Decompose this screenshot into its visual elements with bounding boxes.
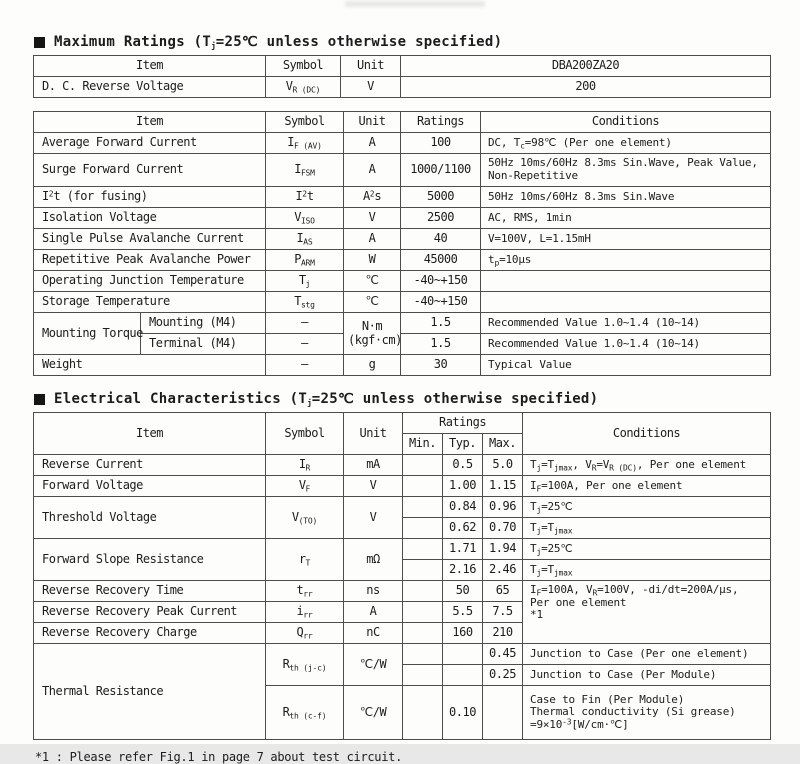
cell-min xyxy=(403,623,443,644)
cell-item: Thermal Resistance xyxy=(34,644,266,740)
cell-min xyxy=(403,539,443,560)
cell-typ: 0.5 xyxy=(443,455,483,476)
cell-unit: mA xyxy=(344,455,403,476)
cell-rating: 1000/1100 xyxy=(401,154,481,187)
table-row xyxy=(34,539,771,560)
cell-max: 5.0 xyxy=(483,455,523,476)
cell-conditions: $T_j=T_{jmax}$, $V_R=V_{R (DC)}$, Per one element xyxy=(523,455,771,476)
cell-max: 1.94 xyxy=(483,539,523,560)
table-row xyxy=(34,355,771,376)
cell-typ: 0.10 xyxy=(443,686,483,740)
header-typ: Typ. xyxy=(443,434,483,455)
cell-max: 1.15 xyxy=(483,476,523,497)
header-unit: Unit xyxy=(344,413,403,455)
cell-min xyxy=(403,455,443,476)
cell-min xyxy=(403,602,443,623)
cell-item: Average Forward Current xyxy=(34,133,266,154)
cell-max: 0.70 xyxy=(483,518,523,539)
cell-typ: 2.16 xyxy=(443,560,483,581)
cell-item: $I^2t$ (for fusing) xyxy=(34,187,266,208)
cell-symbol: $V_{ISO}$ xyxy=(266,208,344,229)
table-row-thermal xyxy=(34,644,771,665)
cell-typ: 0.62 xyxy=(443,518,483,539)
cell-sub-item: Terminal (M4) xyxy=(141,334,266,355)
cell-conditions: Recommended Value 1.0~1.4 (10~14) xyxy=(481,313,771,334)
cell-item: Reverse Recovery Time xyxy=(34,581,266,602)
cell-rating: 1.5 xyxy=(401,313,481,334)
cell-conditions: Junction to Case (Per Module) xyxy=(523,665,771,686)
cell-sub-item: Mounting (M4) xyxy=(141,313,266,334)
cell-symbol: $R_{th (c-f)}$ xyxy=(266,686,344,740)
table-row xyxy=(34,133,771,154)
cell-conditions: 50Hz 10ms/60Hz 8.3ms Sin.Wave, Peak Value, Non-Repetitive xyxy=(481,154,771,187)
footnote: *1 : Please refer Fig.1 in page 7 about test circuit. xyxy=(35,750,403,764)
table-header-row xyxy=(34,56,771,77)
cell-max: 210 xyxy=(483,623,523,644)
table-row xyxy=(34,581,771,602)
header-min: Min. xyxy=(403,434,443,455)
cell-symbol: $Q_{rr}$ xyxy=(266,623,344,644)
section-title-maximum-ratings xyxy=(34,34,770,50)
section-title-electrical-characteristics xyxy=(34,391,770,407)
cell-item: Threshold Voltage xyxy=(34,497,266,539)
cell-conditions: $T_j=25℃$ xyxy=(523,539,771,560)
cell-rating: -40~+150 xyxy=(401,271,481,292)
cell-rating: 5000 xyxy=(401,187,481,208)
cell-max: 0.96 xyxy=(483,497,523,518)
cell-typ: 160 xyxy=(443,623,483,644)
cell-item: Repetitive Peak Avalanche Power xyxy=(34,250,266,271)
header-item: Item xyxy=(34,56,266,77)
cell-conditions: Junction to Case (Per one element) xyxy=(523,644,771,665)
header-symbol: Symbol xyxy=(266,413,344,455)
cell-max: 0.25 xyxy=(483,665,523,686)
table-row xyxy=(34,455,771,476)
header-max: Max. xyxy=(483,434,523,455)
cell-item: Forward Slope Resistance xyxy=(34,539,266,581)
cell-unit: nC xyxy=(344,623,403,644)
cell-unit: ns xyxy=(344,581,403,602)
header-ratings: Ratings xyxy=(403,413,523,434)
cell-value: 200 xyxy=(401,77,771,98)
cell-conditions: Typical Value xyxy=(481,355,771,376)
cell-unit: ℃ xyxy=(344,292,401,313)
cell-rating: -40~+150 xyxy=(401,292,481,313)
cell-symbol: $r_T$ xyxy=(266,539,344,581)
cell-symbol: $I^2t$ xyxy=(266,187,344,208)
cell-item: Reverse Current xyxy=(34,455,266,476)
table-row xyxy=(34,271,771,292)
cell-min xyxy=(403,476,443,497)
table-row xyxy=(34,497,771,518)
cell-rating: 30 xyxy=(401,355,481,376)
cell-unit: A xyxy=(344,602,403,623)
cell-symbol: $P_{ARM}$ xyxy=(266,250,344,271)
table-max-ratings-voltage xyxy=(33,55,771,98)
table-max-ratings-main xyxy=(33,111,771,376)
cell-typ: 50 xyxy=(443,581,483,602)
cell-unit: V xyxy=(344,497,403,539)
cell-symbol: $I_R$ xyxy=(266,455,344,476)
cell-symbol: $V_{R (DC)}$ xyxy=(266,77,341,98)
cell-typ: 5.5 xyxy=(443,602,483,623)
cell-symbol: $I_{AS}$ xyxy=(266,229,344,250)
cell-unit: V xyxy=(341,77,401,98)
cell-symbol: $T_{stg}$ xyxy=(266,292,344,313)
cell-item: Operating Junction Temperature xyxy=(34,271,266,292)
cell-item: Reverse Recovery Peak Current xyxy=(34,602,266,623)
cell-conditions: V=100V, L=1.15mH xyxy=(481,229,771,250)
cell-conditions: $T_j=T_{jmax}$ xyxy=(523,518,771,539)
cell-item: Weight xyxy=(34,355,266,376)
cell-symbol: – xyxy=(266,313,344,334)
cell-conditions: $I_F=100A$, $V_R=100V$, -di/dt=200A/μs, Per one element *1 xyxy=(523,581,771,644)
header-conditions: Conditions xyxy=(481,112,771,133)
header-part-number: DBA200ZA20 xyxy=(401,56,771,77)
table-header-row xyxy=(34,413,771,434)
cell-min xyxy=(403,518,443,539)
table-row xyxy=(34,476,771,497)
cell-unit: A xyxy=(344,133,401,154)
cell-conditions: $T_j=T_{jmax}$ xyxy=(523,560,771,581)
cell-item: Surge Forward Current xyxy=(34,154,266,187)
cell-unit: $A^2s$ xyxy=(344,187,401,208)
cell-min xyxy=(403,497,443,518)
header-ratings: Ratings xyxy=(401,112,481,133)
cell-max: 0.45 xyxy=(483,644,523,665)
cell-unit: ℃/W xyxy=(344,644,403,686)
cell-unit: V xyxy=(344,476,403,497)
section-square-icon xyxy=(34,37,45,48)
cell-conditions: $I_F=100A$, Per one element xyxy=(523,476,771,497)
table-row xyxy=(34,77,771,98)
cell-min xyxy=(403,665,443,686)
header-symbol: Symbol xyxy=(266,112,344,133)
cell-max: 7.5 xyxy=(483,602,523,623)
cell-unit: V xyxy=(344,208,401,229)
cell-rating: 1.5 xyxy=(401,334,481,355)
cell-typ xyxy=(443,665,483,686)
cell-item: D. C. Reverse Voltage xyxy=(34,77,266,98)
cell-unit: g xyxy=(344,355,401,376)
header-conditions: Conditions xyxy=(523,413,771,455)
cell-rating: 2500 xyxy=(401,208,481,229)
cell-symbol: $R_{th (j-c)}$ xyxy=(266,644,344,686)
cell-unit: ℃/W xyxy=(344,686,403,740)
cell-min xyxy=(403,581,443,602)
cell-conditions: Case to Fin (Per Module) Thermal conductivity (Si grease) $=9\times 10^{-3}[W/cm\cdot℃]$ xyxy=(523,686,771,740)
table-row xyxy=(34,208,771,229)
cell-conditions xyxy=(481,271,771,292)
cell-typ: 0.84 xyxy=(443,497,483,518)
cell-item: Forward Voltage xyxy=(34,476,266,497)
cell-unit: A xyxy=(344,229,401,250)
cell-conditions: $T_j=25℃$ xyxy=(523,497,771,518)
cell-symbol: – xyxy=(266,355,344,376)
cell-unit: A xyxy=(344,154,401,187)
table-row xyxy=(34,187,771,208)
cell-symbol: $i_{rr}$ xyxy=(266,602,344,623)
cell-symbol: – xyxy=(266,334,344,355)
cell-conditions xyxy=(481,292,771,313)
header-item: Item xyxy=(34,413,266,455)
cell-min xyxy=(403,686,443,740)
header-item: Item xyxy=(34,112,266,133)
cell-symbol: $V_F$ xyxy=(266,476,344,497)
cell-typ: 1.00 xyxy=(443,476,483,497)
cell-symbol: $t_{rr}$ xyxy=(266,581,344,602)
cell-symbol: $I_{FSM}$ xyxy=(266,154,344,187)
cell-unit: W xyxy=(344,250,401,271)
cell-item: Storage Temperature xyxy=(34,292,266,313)
cell-item: Single Pulse Avalanche Current xyxy=(34,229,266,250)
cell-conditions: AC, RMS, 1min xyxy=(481,208,771,229)
cell-item: Isolation Voltage xyxy=(34,208,266,229)
cell-conditions: 50Hz 10ms/60Hz 8.3ms Sin.Wave xyxy=(481,187,771,208)
cell-min xyxy=(403,644,443,665)
header-unit: Unit xyxy=(344,112,401,133)
table-row-mounting-torque xyxy=(34,313,771,334)
table-header-row xyxy=(34,112,771,133)
section-title-text: Electrical Characteristics ($T_j=25℃$ unless otherwise specified) xyxy=(54,391,599,408)
table-row xyxy=(34,154,771,187)
cell-max: 65 xyxy=(483,581,523,602)
cell-item: Reverse Recovery Charge xyxy=(34,623,266,644)
cell-unit: mΩ xyxy=(344,539,403,581)
table-row xyxy=(34,292,771,313)
cell-rating: 40 xyxy=(401,229,481,250)
cell-symbol: $T_j$ xyxy=(266,271,344,292)
header-symbol: Symbol xyxy=(266,56,341,77)
cell-symbol: $I_{F (AV)}$ xyxy=(266,133,344,154)
table-row-mounting-torque xyxy=(34,334,771,355)
cell-unit: N·m (kgf·cm) xyxy=(344,313,401,355)
cell-max xyxy=(483,686,523,740)
cell-typ: 1.71 xyxy=(443,539,483,560)
cell-conditions: DC, $T_c=98℃$ (Per one element) xyxy=(481,133,771,154)
cell-typ xyxy=(443,644,483,665)
table-electrical-characteristics xyxy=(33,412,771,740)
cell-unit: ℃ xyxy=(344,271,401,292)
header-unit: Unit xyxy=(341,56,401,77)
cell-item-group: Mounting Torque xyxy=(34,313,141,355)
scan-artifact xyxy=(345,1,485,7)
cell-conditions: $t_p=10\mu s$ xyxy=(481,250,771,271)
section-square-icon xyxy=(34,394,45,405)
cell-min xyxy=(403,560,443,581)
cell-rating: 45000 xyxy=(401,250,481,271)
cell-symbol: $V_{(TO)}$ xyxy=(266,497,344,539)
section-title-text: Maximum Ratings ($T_j=25℃$ unless otherwise specified) xyxy=(54,34,503,51)
cell-conditions: Recommended Value 1.0~1.4 (10~14) xyxy=(481,334,771,355)
cell-rating: 100 xyxy=(401,133,481,154)
table-row xyxy=(34,250,771,271)
cell-max: 2.46 xyxy=(483,560,523,581)
table-row xyxy=(34,229,771,250)
